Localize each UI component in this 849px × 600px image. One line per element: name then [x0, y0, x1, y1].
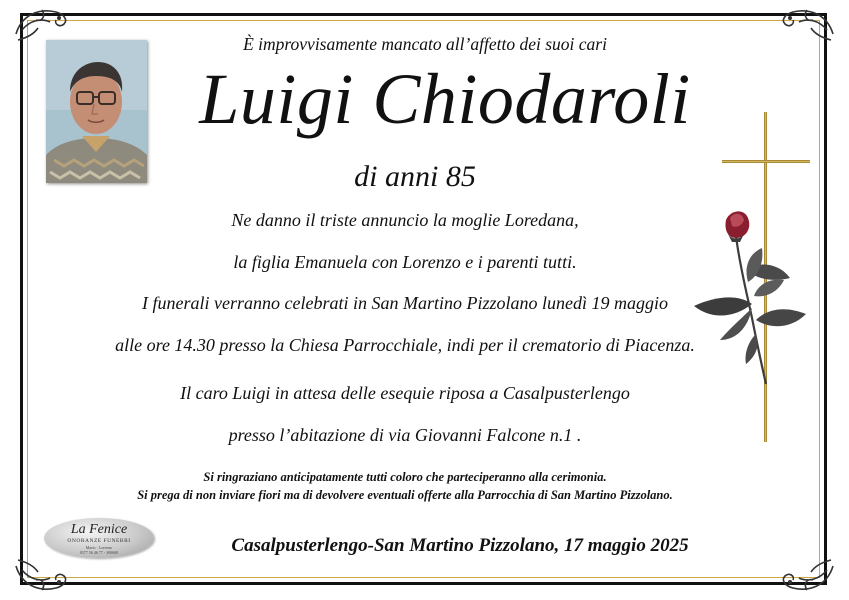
corner-ornament-icon [775, 556, 837, 596]
announcement-line: la figlia Emanuela con Lorenzo e i parenti tutti. [233, 252, 577, 272]
rose-icon [686, 208, 810, 388]
deceased-name: Luigi Chiodaroli [199, 59, 691, 139]
intro-text: È improvvisamente mancato all’affetto dei suoi cari [243, 34, 607, 54]
age-text: di anni 85 [354, 160, 476, 193]
donation-line: Si prega di non inviare fiori ma di devolvere eventuali offerte alla Parrocchia di San Martino Pizzolano. [137, 488, 673, 502]
logo-details: Mario · Lorenzo 0377 56 46 77 - 300600 [79, 545, 119, 555]
viewing-line: Il caro Luigi in attesa delle esequie riposa a Casalpusterlengo [180, 383, 630, 403]
viewing-line: presso l’abitazione di via Giovanni Falcone n.1 . [228, 425, 582, 445]
logo-name: La Fenice [70, 522, 128, 537]
thanks-line: Si ringraziano anticipatamente tutti coloro che parteciperanno alla cerimonia. [203, 470, 607, 484]
funeral-home-logo [44, 518, 154, 558]
logo-subtitle: ONORANZE FUNEBRI [67, 538, 131, 544]
funeral-line: alle ore 14.30 presso la Chiesa Parrocchiale, indi per il crematorio di Piacenza. [115, 335, 695, 355]
announcement-line: Ne danno il triste annuncio la moglie Loredana, [231, 210, 579, 230]
funeral-line: I funerali verranno celebrati in San Martino Pizzolano lunedì 19 maggio [142, 293, 668, 313]
place-date: Casalpusterlengo-San Martino Pizzolano, 17 maggio 2025 [231, 535, 689, 556]
corner-ornament-icon [12, 556, 74, 596]
